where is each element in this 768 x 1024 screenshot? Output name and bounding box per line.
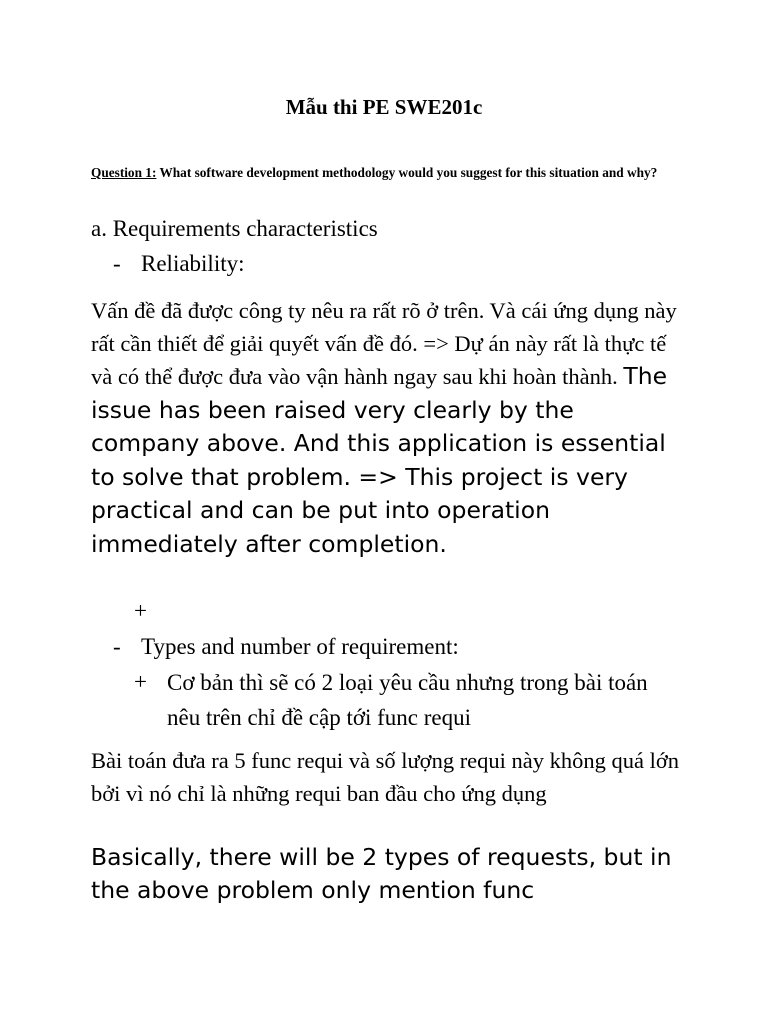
page-title: Mẫu thi PE SWE201c xyxy=(285,95,483,119)
section-a-heading: a. Requirements characteristics xyxy=(91,216,378,241)
bullet-reliability xyxy=(113,249,673,279)
types-sub-bullet-text: Cơ bản thì sẽ có 2 loại yêu cầu nhưng trong bài toán nêu trên chỉ đề cập tới func requi xyxy=(167,670,648,730)
types-paragraph-vi: Bài toán đưa ra 5 func requi và số lượng requi này không quá lớn bởi vì nó chỉ là những requi ban đầu cho ứng dụng xyxy=(91,748,680,806)
empty-plus-bullet xyxy=(134,596,174,626)
reliability-text-vi: Vấn đề đã được công ty nêu ra rất rõ ở trên. Và cái ứng dụng này rất cần thiết để giải quyết vấn đề đó. => Dự án này rất là thực tế và có thể được đưa vào vận hành ngay sau khi hoàn thành. xyxy=(91,298,677,389)
bullet-types xyxy=(113,632,673,662)
question-1 xyxy=(91,162,681,183)
plus-marker: + xyxy=(134,598,147,623)
question-text: What software development methodology would you suggest for this situation and why? xyxy=(156,165,658,180)
types-paragraph-en: Basically, there will be 2 types of requests, but in the above problem only mention func xyxy=(91,843,672,904)
bullet-types-label: Types and number of requirement: xyxy=(141,634,459,659)
bullet-reliability-label: Reliability: xyxy=(141,251,245,276)
plus-marker: + xyxy=(134,669,147,694)
bullet-dash: - xyxy=(113,251,121,276)
reliability-text-en: The issue has been raised very clearly by the company above. And this application is essential to solve that problem. => This project is very practical and can be put into operation immediately after completion. xyxy=(91,362,668,558)
question-label: Question 1: xyxy=(91,165,157,180)
reliability-paragraph xyxy=(91,295,681,561)
bullet-dash: - xyxy=(113,634,121,659)
